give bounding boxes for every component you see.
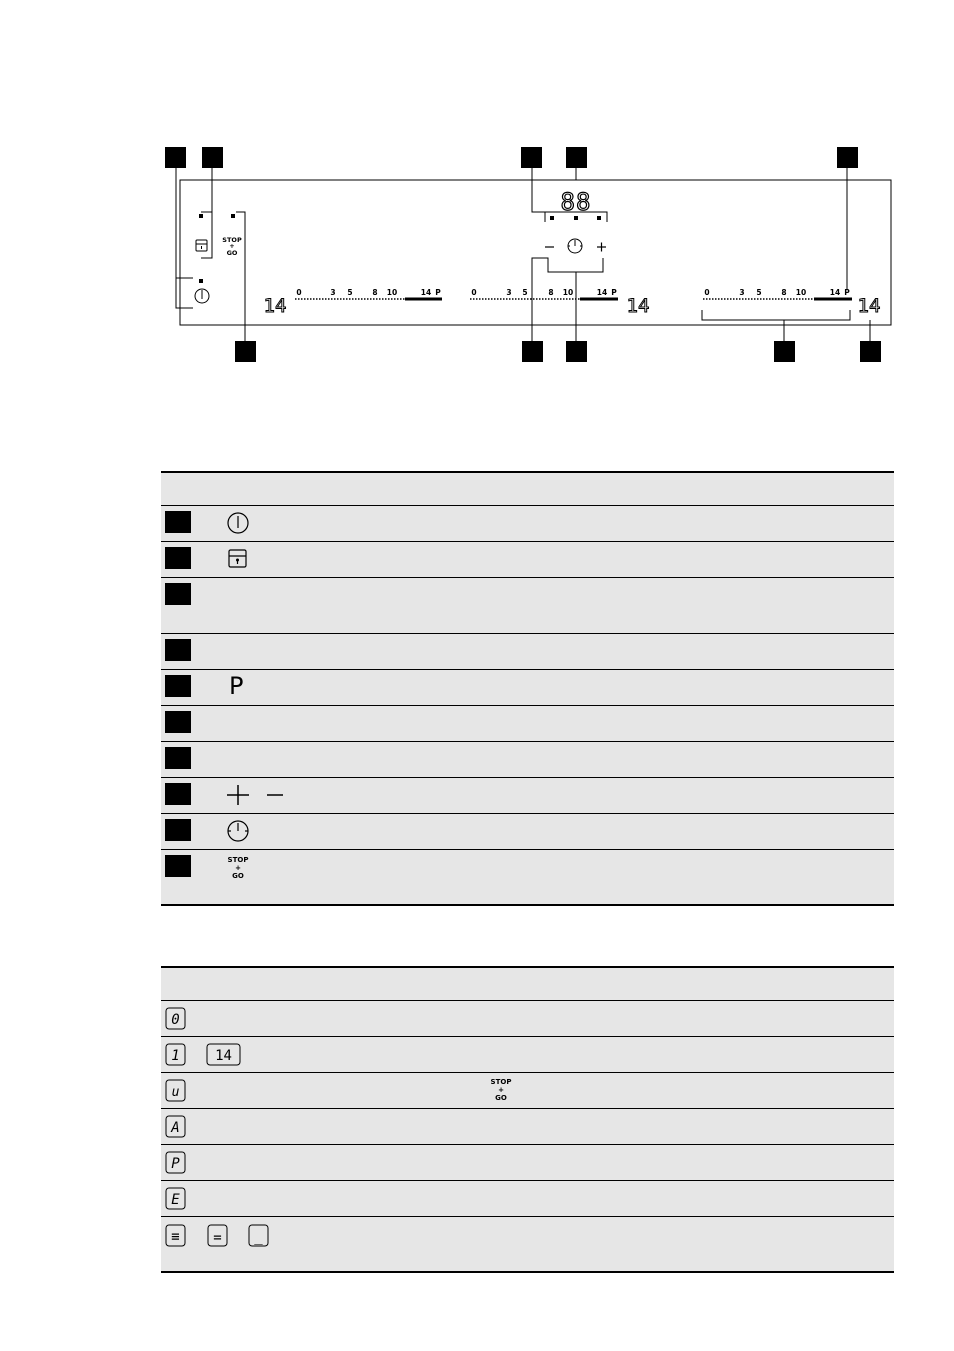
p-symbol: P bbox=[229, 672, 244, 700]
row-number-box bbox=[165, 583, 191, 605]
scale-tick-label: 10 bbox=[562, 288, 574, 297]
scale-tick-label: P bbox=[435, 288, 441, 297]
scale-tick-label: 0 bbox=[471, 288, 477, 297]
display-char: A bbox=[171, 1120, 180, 1136]
indicator-led bbox=[574, 216, 578, 220]
table-row bbox=[161, 542, 894, 578]
callout-box bbox=[202, 147, 223, 168]
scale-tick-label: 10 bbox=[386, 288, 398, 297]
display-a-icon bbox=[165, 1115, 187, 1139]
panel-outline bbox=[180, 180, 891, 325]
power-scale-3[interactable] bbox=[703, 288, 852, 299]
power-scale-1[interactable] bbox=[295, 288, 442, 299]
display-heat-3-icon bbox=[165, 1224, 187, 1248]
scale-tick-label: 8 bbox=[548, 288, 554, 297]
lock-icon bbox=[227, 547, 249, 571]
plus-label: + bbox=[229, 242, 235, 250]
table-row bbox=[161, 1037, 894, 1073]
display-heat-1-icon bbox=[248, 1224, 270, 1248]
control-panel-diagram bbox=[0, 0, 954, 400]
scale-tick-label: 14 bbox=[420, 288, 432, 297]
plus-label: + bbox=[235, 864, 241, 872]
table-row bbox=[161, 506, 894, 542]
row-number-box bbox=[165, 547, 191, 569]
table-row bbox=[161, 634, 894, 670]
callout-box bbox=[566, 147, 587, 168]
stop-label[interactable]: STOP bbox=[222, 236, 242, 244]
scale-tick-label: 0 bbox=[704, 288, 710, 297]
table-row bbox=[161, 1145, 894, 1181]
table-row bbox=[161, 706, 894, 742]
scale-tick-label: 5 bbox=[347, 288, 353, 297]
plus-label: + bbox=[498, 1086, 504, 1094]
display-char: P bbox=[171, 1156, 180, 1172]
display-e-icon bbox=[165, 1187, 187, 1211]
table-header bbox=[161, 968, 894, 1001]
row-number-box bbox=[165, 747, 191, 769]
timer-icon[interactable] bbox=[568, 239, 582, 253]
scale-tick-label: 8 bbox=[372, 288, 378, 297]
row-number-box bbox=[165, 639, 191, 661]
indicator-led bbox=[597, 216, 601, 220]
display-char: _ bbox=[254, 1229, 263, 1245]
table-row bbox=[161, 850, 894, 904]
timer-display: 88 bbox=[560, 188, 592, 216]
scale-tick-label: 14 bbox=[829, 288, 841, 297]
scale-tick-label: 8 bbox=[781, 288, 787, 297]
scale-tick-label: 5 bbox=[522, 288, 528, 297]
callout-box bbox=[521, 147, 542, 168]
go-label: GO bbox=[495, 1094, 507, 1102]
callout-box bbox=[165, 147, 186, 168]
go-label: GO bbox=[232, 872, 244, 880]
display-14-icon bbox=[206, 1043, 242, 1067]
display-char: = bbox=[213, 1230, 222, 1246]
callout-box bbox=[522, 341, 543, 362]
table-row bbox=[161, 742, 894, 778]
scale-tick-label: 10 bbox=[795, 288, 807, 297]
row-number-box bbox=[165, 819, 191, 841]
timer-icon bbox=[225, 819, 251, 843]
display-table bbox=[161, 966, 894, 1273]
stop-label: STOP bbox=[227, 856, 249, 864]
sensor-field-table bbox=[161, 471, 894, 906]
stop-go-icon bbox=[224, 856, 252, 880]
lock-icon[interactable] bbox=[196, 240, 207, 251]
display-char: 1 bbox=[171, 1048, 180, 1064]
indicator-led bbox=[199, 214, 203, 218]
minus-icon bbox=[265, 783, 285, 807]
scale-tick-label: 3 bbox=[330, 288, 336, 297]
zone-display-2: 14 bbox=[626, 295, 650, 317]
table-row bbox=[161, 1181, 894, 1217]
table-row bbox=[161, 1073, 894, 1109]
row-number-box bbox=[165, 783, 191, 805]
callout-box bbox=[235, 341, 256, 362]
display-0-icon bbox=[165, 1007, 187, 1031]
table-row bbox=[161, 778, 894, 814]
scale-tick-label: 14 bbox=[596, 288, 608, 297]
row-number-box bbox=[165, 711, 191, 733]
on-off-icon[interactable] bbox=[195, 289, 209, 303]
display-char: 14 bbox=[215, 1048, 232, 1064]
table-header bbox=[161, 473, 894, 506]
go-label: GO bbox=[226, 249, 238, 257]
callout-box bbox=[566, 341, 587, 362]
row-number-box bbox=[165, 855, 191, 877]
stop-go-icon bbox=[487, 1078, 515, 1102]
callout-box bbox=[774, 341, 795, 362]
display-char: E bbox=[171, 1192, 180, 1208]
stop-label: STOP bbox=[490, 1078, 512, 1086]
display-char: u bbox=[171, 1085, 180, 1100]
scale-tick-label: 5 bbox=[756, 288, 762, 297]
table-row bbox=[161, 1109, 894, 1145]
callout-box bbox=[860, 341, 881, 362]
table-row bbox=[161, 578, 894, 634]
on-off-icon bbox=[225, 511, 251, 535]
display-char: ≡ bbox=[171, 1229, 180, 1245]
indicator-led bbox=[550, 216, 554, 220]
display-1-icon bbox=[165, 1043, 187, 1067]
zone-display-1: 14 bbox=[263, 295, 287, 317]
plus-icon bbox=[225, 783, 251, 807]
scale-tick-label: P bbox=[611, 288, 617, 297]
indicator-led bbox=[199, 279, 203, 283]
table-row bbox=[161, 814, 894, 850]
plus-icon[interactable] bbox=[597, 243, 606, 252]
display-heat-2-icon bbox=[207, 1224, 229, 1248]
scale-tick-label: 0 bbox=[296, 288, 302, 297]
zone-display-3: 14 bbox=[857, 295, 881, 317]
table-row bbox=[161, 1001, 894, 1037]
table-row bbox=[161, 1217, 894, 1271]
row-number-box bbox=[165, 675, 191, 697]
indicator-led bbox=[231, 214, 235, 218]
display-char: 0 bbox=[171, 1012, 180, 1028]
display-p-icon bbox=[165, 1151, 187, 1175]
callout-box bbox=[837, 147, 858, 168]
table-row bbox=[161, 670, 894, 706]
row-number-box bbox=[165, 511, 191, 533]
scale-tick-label: 3 bbox=[739, 288, 745, 297]
scale-tick-label: P bbox=[844, 288, 850, 297]
display-u-icon bbox=[165, 1079, 187, 1103]
scale-tick-label: 3 bbox=[506, 288, 512, 297]
power-scale-2[interactable] bbox=[470, 288, 618, 299]
